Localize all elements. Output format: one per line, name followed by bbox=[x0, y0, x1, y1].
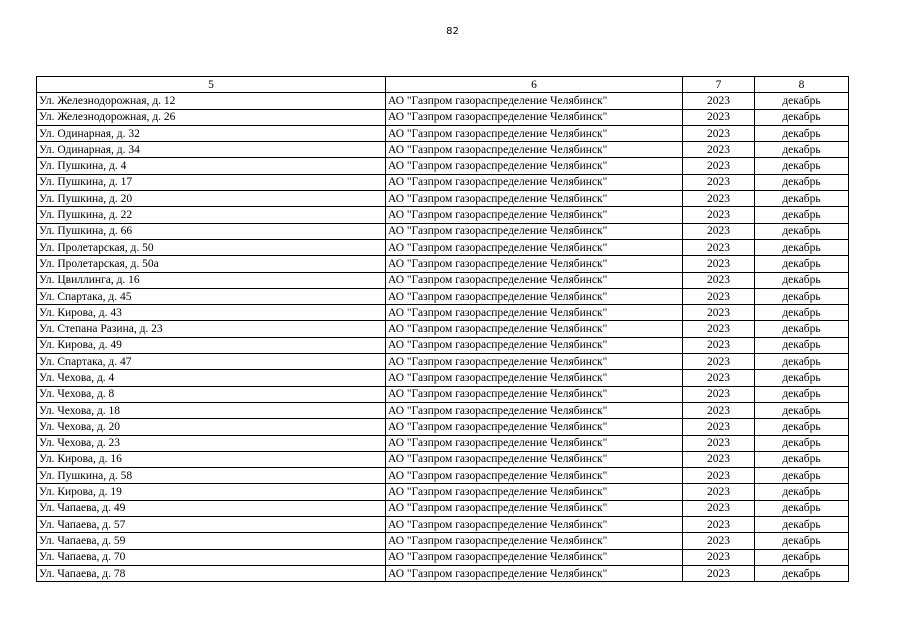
month-cell: декабрь bbox=[755, 419, 849, 435]
organization-cell: АО "Газпром газораспределение Челябинск" bbox=[386, 191, 683, 207]
header-col-5: 5 bbox=[37, 77, 386, 93]
year-cell: 2023 bbox=[683, 191, 755, 207]
organization-cell: АО "Газпром газораспределение Челябинск" bbox=[386, 435, 683, 451]
month-cell: декабрь bbox=[755, 239, 849, 255]
month-cell: декабрь bbox=[755, 256, 849, 272]
year-cell: 2023 bbox=[683, 288, 755, 304]
address-cell: Ул. Одинарная, д. 34 bbox=[37, 142, 386, 158]
page-number: 82 bbox=[446, 26, 459, 37]
year-cell: 2023 bbox=[683, 354, 755, 370]
address-cell: Ул. Чехова, д. 8 bbox=[37, 386, 386, 402]
address-cell: Ул. Одинарная, д. 32 bbox=[37, 125, 386, 141]
month-cell: декабрь bbox=[755, 305, 849, 321]
table-row bbox=[37, 533, 849, 549]
year-cell: 2023 bbox=[683, 370, 755, 386]
year-cell: 2023 bbox=[683, 435, 755, 451]
year-cell: 2023 bbox=[683, 517, 755, 533]
organization-cell: АО "Газпром газораспределение Челябинск" bbox=[386, 158, 683, 174]
address-cell: Ул. Пушкина, д. 20 bbox=[37, 191, 386, 207]
year-cell: 2023 bbox=[683, 337, 755, 353]
table-row bbox=[37, 207, 849, 223]
year-cell: 2023 bbox=[683, 305, 755, 321]
table-row bbox=[37, 565, 849, 581]
month-cell: декабрь bbox=[755, 109, 849, 125]
table-header bbox=[37, 77, 849, 93]
table-row bbox=[37, 402, 849, 418]
organization-cell: АО "Газпром газораспределение Челябинск" bbox=[386, 337, 683, 353]
address-cell: Ул. Спартака, д. 47 bbox=[37, 354, 386, 370]
address-cell: Ул. Степана Разина, д. 23 bbox=[37, 321, 386, 337]
year-cell: 2023 bbox=[683, 174, 755, 190]
organization-cell: АО "Газпром газораспределение Челябинск" bbox=[386, 402, 683, 418]
month-cell: декабрь bbox=[755, 158, 849, 174]
table-row bbox=[37, 109, 849, 125]
year-cell: 2023 bbox=[683, 158, 755, 174]
table-row bbox=[37, 500, 849, 516]
table-row bbox=[37, 305, 849, 321]
address-cell: Ул. Кирова, д. 16 bbox=[37, 451, 386, 467]
month-cell: декабрь bbox=[755, 500, 849, 516]
year-cell: 2023 bbox=[683, 451, 755, 467]
address-cell: Ул. Пушкина, д. 17 bbox=[37, 174, 386, 190]
address-cell: Ул. Пушкина, д. 66 bbox=[37, 223, 386, 239]
table-row bbox=[37, 386, 849, 402]
address-cell: Ул. Чапаева, д. 70 bbox=[37, 549, 386, 565]
table-row bbox=[37, 354, 849, 370]
organization-cell: АО "Газпром газораспределение Челябинск" bbox=[386, 305, 683, 321]
month-cell: декабрь bbox=[755, 484, 849, 500]
table-row bbox=[37, 468, 849, 484]
organization-cell: АО "Газпром газораспределение Челябинск" bbox=[386, 517, 683, 533]
year-cell: 2023 bbox=[683, 565, 755, 581]
organization-cell: АО "Газпром газораспределение Челябинск" bbox=[386, 370, 683, 386]
address-cell: Ул. Пушкина, д. 58 bbox=[37, 468, 386, 484]
address-cell: Ул. Пролетарская, д. 50а bbox=[37, 256, 386, 272]
month-cell: декабрь bbox=[755, 386, 849, 402]
address-cell: Ул. Кирова, д. 49 bbox=[37, 337, 386, 353]
month-cell: декабрь bbox=[755, 533, 849, 549]
table-row bbox=[37, 158, 849, 174]
year-cell: 2023 bbox=[683, 402, 755, 418]
month-cell: декабрь bbox=[755, 321, 849, 337]
address-cell: Ул. Чехова, д. 4 bbox=[37, 370, 386, 386]
year-cell: 2023 bbox=[683, 321, 755, 337]
table-row bbox=[37, 174, 849, 190]
organization-cell: АО "Газпром газораспределение Челябинск" bbox=[386, 468, 683, 484]
address-cell: Ул. Пушкина, д. 4 bbox=[37, 158, 386, 174]
header-col-8: 8 bbox=[755, 77, 849, 93]
month-cell: декабрь bbox=[755, 354, 849, 370]
year-cell: 2023 bbox=[683, 93, 755, 109]
month-cell: декабрь bbox=[755, 549, 849, 565]
organization-cell: АО "Газпром газораспределение Челябинск" bbox=[386, 484, 683, 500]
month-cell: декабрь bbox=[755, 402, 849, 418]
month-cell: декабрь bbox=[755, 370, 849, 386]
schedule-table bbox=[36, 76, 849, 582]
year-cell: 2023 bbox=[683, 468, 755, 484]
address-cell: Ул. Чапаева, д. 57 bbox=[37, 517, 386, 533]
year-cell: 2023 bbox=[683, 142, 755, 158]
month-cell: декабрь bbox=[755, 451, 849, 467]
address-cell: Ул. Железнодорожная, д. 26 bbox=[37, 109, 386, 125]
month-cell: декабрь bbox=[755, 93, 849, 109]
header-row bbox=[37, 77, 849, 93]
year-cell: 2023 bbox=[683, 223, 755, 239]
table-row bbox=[37, 272, 849, 288]
table-row bbox=[37, 321, 849, 337]
month-cell: декабрь bbox=[755, 272, 849, 288]
address-cell: Ул. Пролетарская, д. 50 bbox=[37, 239, 386, 255]
month-cell: декабрь bbox=[755, 337, 849, 353]
year-cell: 2023 bbox=[683, 207, 755, 223]
address-cell: Ул. Чапаева, д. 49 bbox=[37, 500, 386, 516]
table-row bbox=[37, 451, 849, 467]
table-row bbox=[37, 288, 849, 304]
organization-cell: АО "Газпром газораспределение Челябинск" bbox=[386, 239, 683, 255]
organization-cell: АО "Газпром газораспределение Челябинск" bbox=[386, 142, 683, 158]
month-cell: декабрь bbox=[755, 468, 849, 484]
table-row bbox=[37, 239, 849, 255]
month-cell: декабрь bbox=[755, 174, 849, 190]
month-cell: декабрь bbox=[755, 288, 849, 304]
table-row bbox=[37, 419, 849, 435]
year-cell: 2023 bbox=[683, 419, 755, 435]
address-cell: Ул. Цвиллинга, д. 16 bbox=[37, 272, 386, 288]
address-cell: Ул. Чапаева, д. 59 bbox=[37, 533, 386, 549]
organization-cell: АО "Газпром газораспределение Челябинск" bbox=[386, 500, 683, 516]
table-row bbox=[37, 549, 849, 565]
organization-cell: АО "Газпром газораспределение Челябинск" bbox=[386, 451, 683, 467]
organization-cell: АО "Газпром газораспределение Челябинск" bbox=[386, 109, 683, 125]
month-cell: декабрь bbox=[755, 207, 849, 223]
year-cell: 2023 bbox=[683, 109, 755, 125]
address-cell: Ул. Чехова, д. 23 bbox=[37, 435, 386, 451]
organization-cell: АО "Газпром газораспределение Челябинск" bbox=[386, 321, 683, 337]
table-row bbox=[37, 142, 849, 158]
table-row bbox=[37, 370, 849, 386]
organization-cell: АО "Газпром газораспределение Челябинск" bbox=[386, 354, 683, 370]
organization-cell: АО "Газпром газораспределение Челябинск" bbox=[386, 223, 683, 239]
year-cell: 2023 bbox=[683, 533, 755, 549]
organization-cell: АО "Газпром газораспределение Челябинск" bbox=[386, 174, 683, 190]
table-row bbox=[37, 191, 849, 207]
organization-cell: АО "Газпром газораспределение Челябинск" bbox=[386, 256, 683, 272]
address-cell: Ул. Чехова, д. 20 bbox=[37, 419, 386, 435]
address-cell: Ул. Чапаева, д. 78 bbox=[37, 565, 386, 581]
table-row bbox=[37, 125, 849, 141]
year-cell: 2023 bbox=[683, 239, 755, 255]
organization-cell: АО "Газпром газораспределение Челябинск" bbox=[386, 533, 683, 549]
table-row bbox=[37, 223, 849, 239]
table-row bbox=[37, 93, 849, 109]
year-cell: 2023 bbox=[683, 256, 755, 272]
table-row bbox=[37, 337, 849, 353]
address-cell: Ул. Пушкина, д. 22 bbox=[37, 207, 386, 223]
month-cell: декабрь bbox=[755, 435, 849, 451]
organization-cell: АО "Газпром газораспределение Челябинск" bbox=[386, 125, 683, 141]
month-cell: декабрь bbox=[755, 565, 849, 581]
month-cell: декабрь bbox=[755, 142, 849, 158]
organization-cell: АО "Газпром газораспределение Челябинск" bbox=[386, 549, 683, 565]
address-cell: Ул. Кирова, д. 43 bbox=[37, 305, 386, 321]
address-cell: Ул. Кирова, д. 19 bbox=[37, 484, 386, 500]
month-cell: декабрь bbox=[755, 517, 849, 533]
month-cell: декабрь bbox=[755, 223, 849, 239]
year-cell: 2023 bbox=[683, 125, 755, 141]
year-cell: 2023 bbox=[683, 500, 755, 516]
year-cell: 2023 bbox=[683, 484, 755, 500]
year-cell: 2023 bbox=[683, 272, 755, 288]
table-body bbox=[37, 93, 849, 582]
header-col-7: 7 bbox=[683, 77, 755, 93]
table-row bbox=[37, 484, 849, 500]
organization-cell: АО "Газпром газораспределение Челябинск" bbox=[386, 419, 683, 435]
organization-cell: АО "Газпром газораспределение Челябинск" bbox=[386, 272, 683, 288]
organization-cell: АО "Газпром газораспределение Челябинск" bbox=[386, 288, 683, 304]
month-cell: декабрь bbox=[755, 191, 849, 207]
year-cell: 2023 bbox=[683, 386, 755, 402]
organization-cell: АО "Газпром газораспределение Челябинск" bbox=[386, 565, 683, 581]
address-cell: Ул. Железнодорожная, д. 12 bbox=[37, 93, 386, 109]
header-col-6: 6 bbox=[386, 77, 683, 93]
month-cell: декабрь bbox=[755, 125, 849, 141]
organization-cell: АО "Газпром газораспределение Челябинск" bbox=[386, 93, 683, 109]
address-cell: Ул. Чехова, д. 18 bbox=[37, 402, 386, 418]
table-row bbox=[37, 435, 849, 451]
table-row bbox=[37, 256, 849, 272]
address-cell: Ул. Спартака, д. 45 bbox=[37, 288, 386, 304]
table-row bbox=[37, 517, 849, 533]
organization-cell: АО "Газпром газораспределение Челябинск" bbox=[386, 207, 683, 223]
organization-cell: АО "Газпром газораспределение Челябинск" bbox=[386, 386, 683, 402]
year-cell: 2023 bbox=[683, 549, 755, 565]
